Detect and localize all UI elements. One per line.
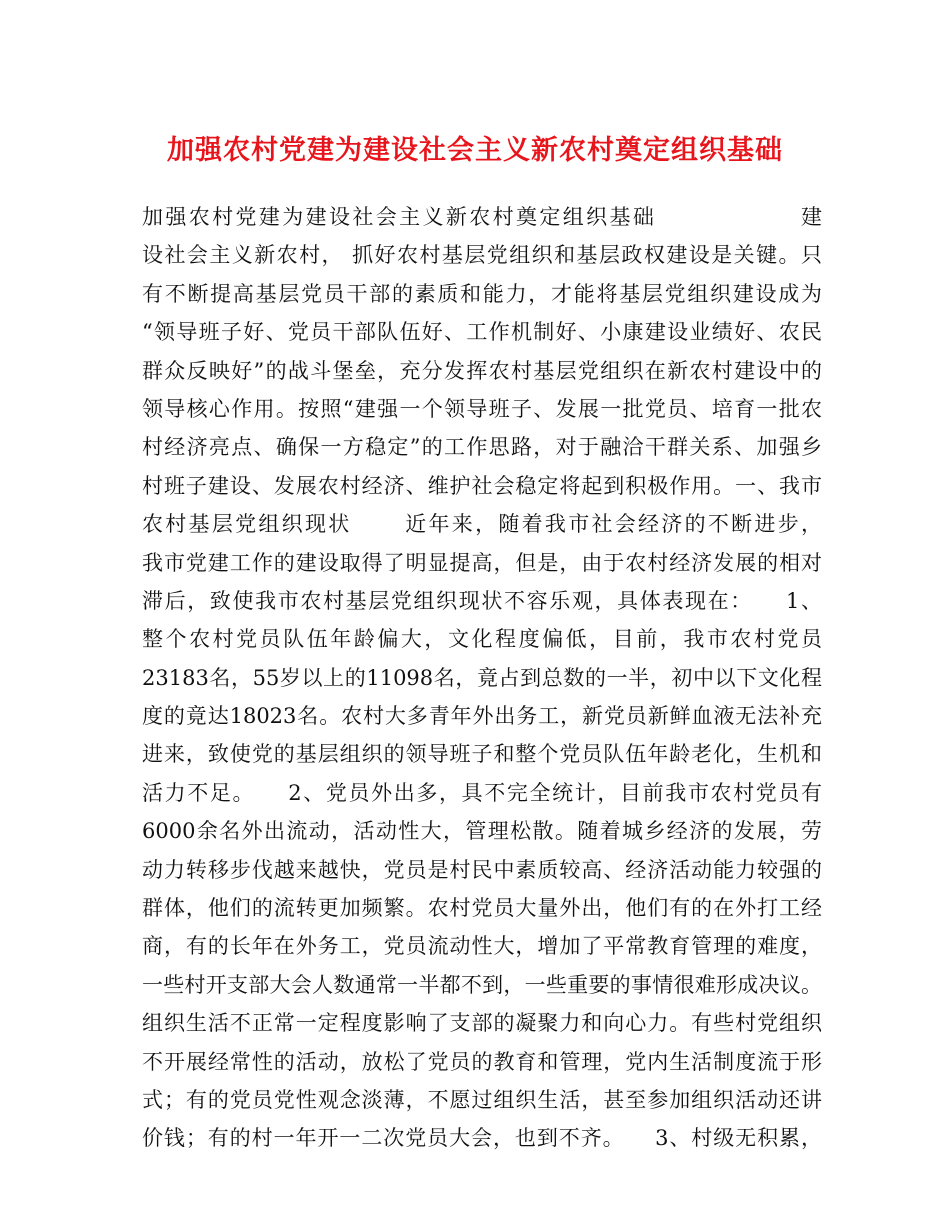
text-line: 我市党建工作的建设取得了明显提高，但是，由于农村经济发展的相对 bbox=[142, 550, 822, 575]
text-line: 加强农村党建为建设社会主义新农村奠定组织基础 建 bbox=[142, 205, 822, 229]
text-line: 6000余名外出流动，活动性大，管理松散。随着城乡经济的发展，劳 bbox=[142, 819, 822, 844]
text-line: 式；有的党员党性观念淡薄，不愿过组织生活，甚至参加组织活动还讲 bbox=[142, 1087, 822, 1112]
text-line: 一些村开支部大会人数通常一半都不到，一些重要的事情很难形成决议。 bbox=[142, 972, 822, 997]
document-body bbox=[142, 198, 822, 1158]
text-line: 整个农村党员队伍年龄偏大，文化程度偏低，目前，我市农村党员 bbox=[142, 627, 822, 652]
text-line: 不开展经常性的活动，放松了党员的教育和管理，党内生活制度流于形 bbox=[142, 1049, 822, 1074]
text-line: 农村基层党组织现状 近年来，随着我市社会经济的不断进步， bbox=[142, 512, 822, 537]
text-line: 有不断提高基层党员干部的素质和能力，才能将基层党组织建设成为 bbox=[142, 281, 822, 306]
text-line: 度的竟达18023名。农村大多青年外出务工，新党员新鲜血液无法补充 bbox=[142, 704, 822, 729]
document-title: 加强农村党建为建设社会主义新农村奠定组织基础 bbox=[167, 135, 783, 166]
text-line: 设社会主义新农村， 抓好农村基层党组织和基层政权建设是关键。只 bbox=[142, 243, 822, 268]
text-line: 23183名，55岁以上的11098名，竟占到总数的一半，初中以下文化程 bbox=[142, 665, 822, 690]
text-line: 价钱；有的村一年开一二次党员大会，也到不齐。 3、村级无积累， bbox=[142, 1126, 822, 1151]
text-line: 滞后，致使我市农村基层党组织现状不容乐观，具体表现在： 1、 bbox=[142, 588, 822, 613]
text-line: 组织生活不正常一定程度影响了支部的凝聚力和向心力。有些村党组织 bbox=[142, 1011, 822, 1036]
text-line: 活力不足。 2、党员外出多，具不完全统计，目前我市农村党员有 bbox=[142, 780, 822, 805]
text-line: 村班子建设、发展农村经济、维护社会稳定将起到积极作用。一、我市 bbox=[142, 473, 822, 498]
text-line: 领导核心作用。按照“建强一个领导班子、发展一批党员、培育一批农 bbox=[142, 396, 822, 421]
text-line: 群体，他们的流转更加频繁。农村党员大量外出，他们有的在外打工经 bbox=[142, 896, 822, 921]
text-line: 群众反映好”的战斗堡垒，充分发挥农村基层党组织在新农村建设中的 bbox=[142, 358, 822, 383]
text-line: 动力转移步伐越来越快，党员是村民中素质较高、经济活动能力较强的 bbox=[142, 857, 822, 882]
text-line: “领导班子好、党员干部队伍好、工作机制好、小康建设业绩好、农民 bbox=[142, 320, 822, 345]
text-line: 进来，致使党的基层组织的领导班子和整个党员队伍年龄老化，生机和 bbox=[142, 742, 822, 767]
text-line: 村经济亮点、确保一方稳定”的工作思路，对于融洽干群关系、加强乡 bbox=[142, 435, 822, 460]
text-line: 商，有的长年在外务工，党员流动性大，增加了平常教育管理的难度， bbox=[142, 934, 822, 959]
